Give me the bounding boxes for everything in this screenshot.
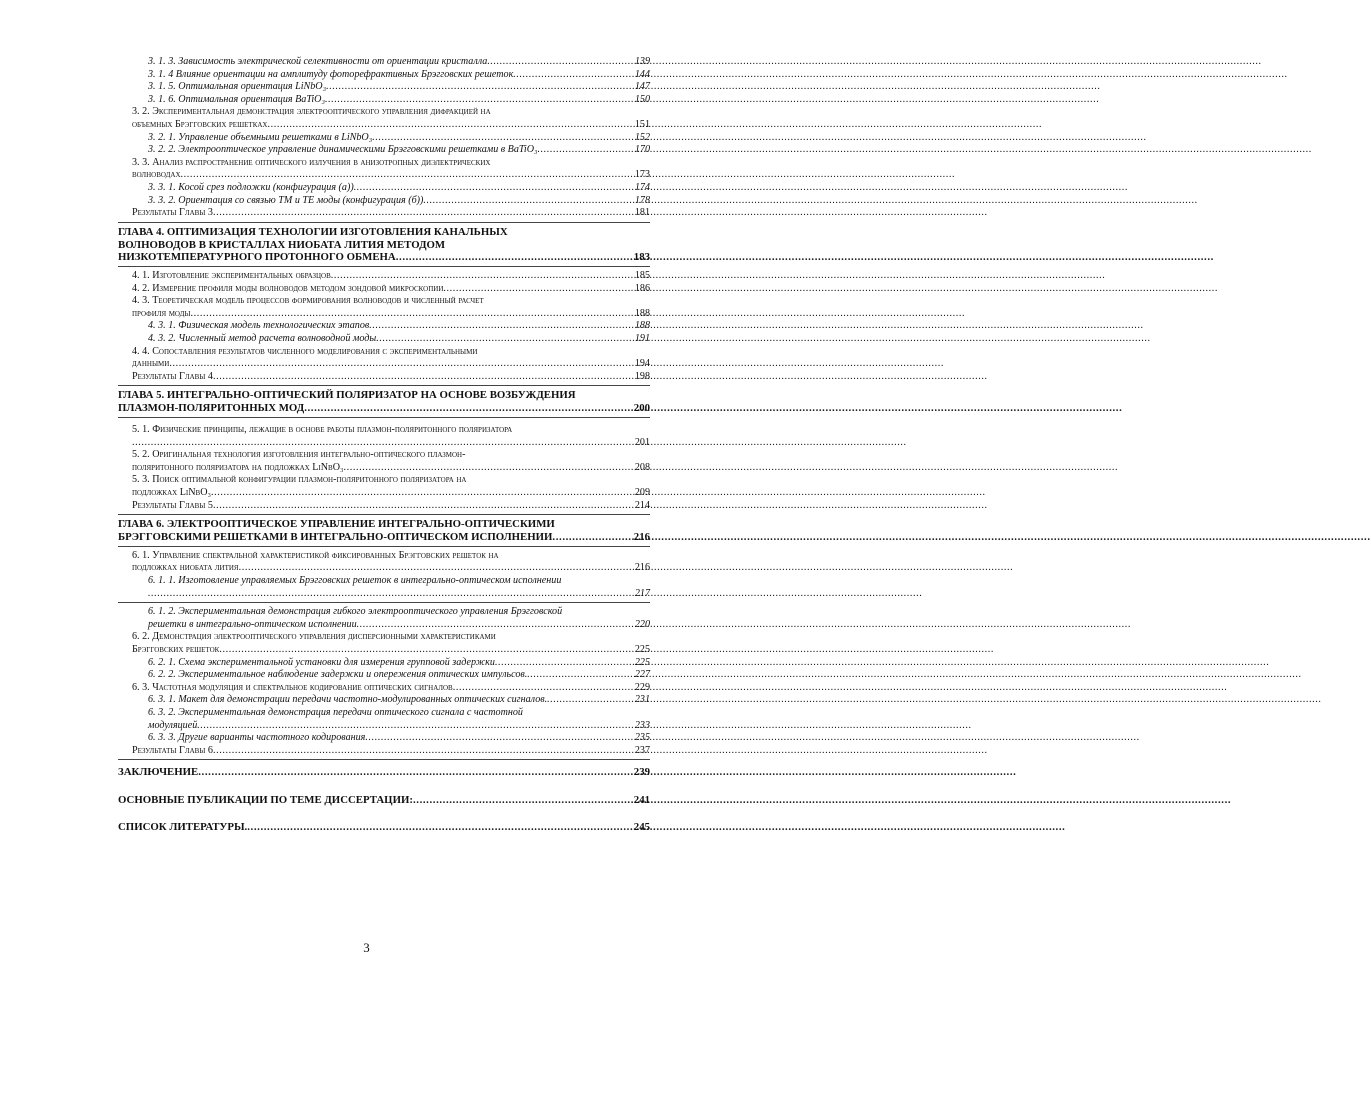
toc-entry-text: ЗАКЛЮЧЕНИЕ <box>118 766 199 779</box>
toc-entry <box>118 333 650 346</box>
toc-entry-text: решетки в интегрально-оптическом исполнении <box>148 618 357 630</box>
toc-page-number: 209 <box>634 487 650 499</box>
dot-leader <box>197 720 634 733</box>
toc-page-number: 214 <box>634 499 650 511</box>
toc-page-number: 152 <box>634 131 650 143</box>
toc-page-number: 174 <box>634 181 650 193</box>
toc-entry <box>118 694 650 707</box>
toc-entry <box>118 606 650 631</box>
table-of-contents <box>118 56 650 834</box>
dot-leader <box>198 766 633 779</box>
toc-entry-text: данными <box>132 358 170 370</box>
toc-entry <box>118 157 650 182</box>
dot-leader <box>213 745 634 758</box>
toc-entry <box>118 631 650 656</box>
toc-entry <box>118 389 650 415</box>
page-number: 3 <box>363 940 370 955</box>
toc-page-number: 170 <box>634 144 650 156</box>
dot-leader <box>376 333 634 346</box>
toc-entry-text: подложках ниобата лития <box>132 562 239 574</box>
toc-page-number: 194 <box>634 358 650 370</box>
toc-entry <box>118 707 650 732</box>
toc-entry <box>118 794 650 807</box>
toc-page-number: 188 <box>634 320 650 332</box>
dot-leader <box>547 694 634 707</box>
toc-page-number: 225 <box>634 643 650 655</box>
toc-entry-text: волноводах <box>132 169 181 181</box>
dot-leader <box>396 251 633 264</box>
toc-entry <box>118 283 650 296</box>
toc-entry-text: 6. 2. 2. Экспериментальное наблюдение задержки и опережения оптических импульсов. <box>148 669 528 681</box>
toc-entry <box>118 226 650 264</box>
toc-page-number: 216 <box>633 531 650 543</box>
dot-leader <box>527 669 634 682</box>
toc-page-number: 186 <box>634 282 650 294</box>
toc-entry-text: ВОЛНОВОДОВ В КРИСТАЛЛАХ НИОБАТА ЛИТИЯ МЕТОДОМ <box>118 238 446 251</box>
toc-entry-text: 6. 1. Управление спектральной характеристикой фиксированных Брэгговских решеток на <box>132 549 499 561</box>
toc-page-number: 147 <box>634 81 650 93</box>
toc-entry-text: 3. 3. 1. Косой срез подложки (конфигурация (а)) <box>148 181 354 193</box>
toc-page-number: 216 <box>634 562 650 574</box>
toc-entry-text: ОСНОВНЫЕ ПУБЛИКАЦИИ ПО ТЕМЕ ДИССЕРТАЦИИ: <box>118 793 413 806</box>
toc-entry-text: ГЛАВА 5. ИНТЕГРАЛЬНО-ОПТИЧЕСКИЙ ПОЛЯРИЗАТОР НА ОСНОВЕ ВОЗБУЖДЕНИЯ <box>118 389 576 402</box>
toc-entry-text: 5. 1. Физические принципы, лежащие в основе работы плазмон-поляритонного поляризатора <box>132 424 513 436</box>
toc-entry-text: 3. 1. 3. Зависимость электрической селективности от ориентации кристалла <box>148 56 488 67</box>
toc-entry <box>118 195 650 208</box>
toc-page-number: 208 <box>634 461 650 473</box>
toc-entry-text: 5. 2. Оригинальная технология изготовления интегрально-оптического плазмон- <box>132 449 466 461</box>
dot-leader <box>372 132 634 145</box>
toc-entry-text: 4. 3. Теоретическая модель процессов формирования волноводов и численный расчет <box>132 295 484 307</box>
toc-entry-text: 3. 1. 5. Оптимальная ориентация LiNbO₃ <box>148 81 327 93</box>
section-divider <box>118 222 650 223</box>
toc-entry-text: 3. 2. 2. Электрооптическое управление динамическими Брэгговскими решетками в BaTiO₃ <box>148 144 538 156</box>
dot-leader <box>239 562 634 575</box>
dot-leader <box>267 119 633 132</box>
toc-entry <box>118 132 650 145</box>
toc-page-number: 227 <box>634 669 650 681</box>
dot-leader <box>354 182 634 195</box>
dot-leader <box>552 531 632 544</box>
toc-page-number: 237 <box>634 744 650 756</box>
toc-entry-text: 3. 1. 4 Влияние ориентации на амплитуду фоторефрактивных Брэгговских решеток <box>148 68 514 80</box>
toc-page-number: 217 <box>634 587 650 599</box>
toc-page-number: 178 <box>634 194 650 206</box>
section-divider <box>118 602 650 603</box>
dot-leader <box>326 81 634 94</box>
toc-entry-text: Результаты Главы 3 <box>132 207 213 219</box>
dot-leader <box>247 821 633 834</box>
toc-page-number: 181 <box>634 207 650 219</box>
dot-leader <box>169 358 634 371</box>
toc-entry <box>118 182 650 195</box>
toc-page-number: 185 <box>634 270 650 282</box>
toc-entry-text: 6. 1. 1. Изготовление управляемых Брэгговских решеток в интегрально-оптическом исполнении <box>148 574 562 586</box>
toc-entry <box>118 424 650 449</box>
toc-entry-text: 6. 3. Частотная модуляция и спектральное кодирование оптических сигналов <box>132 681 453 693</box>
toc-entry-text: 6. 3. 1. Макет для демонстрации передачи частотно-модулированных оптических сигналов. <box>148 694 548 706</box>
toc-entry-text: профиля моды <box>132 307 191 319</box>
toc-entry-text: 3. 2. Экспериментальная демонстрация электрооптического управления дифракцией на <box>132 106 491 118</box>
toc-entry <box>118 94 650 107</box>
dot-leader <box>453 682 634 695</box>
toc-entry-text: 4. 3. 1. Физическая модель технологических этапов <box>148 320 370 332</box>
toc-entry <box>118 207 650 220</box>
dot-leader <box>369 320 634 333</box>
dot-leader <box>413 794 633 807</box>
toc-entry <box>118 682 650 695</box>
dot-leader <box>538 144 634 157</box>
toc-entry-text: Брэгговских решеток <box>132 643 220 655</box>
toc-page-number: 191 <box>634 333 650 345</box>
toc-page-number: 229 <box>634 681 650 693</box>
section-divider <box>118 385 650 386</box>
toc-entry-text: 3. 3. Анализ распространение оптического излучения в анизотропных диэлектрических <box>132 156 491 168</box>
dot-leader <box>423 195 633 208</box>
dot-leader <box>325 94 634 107</box>
toc-entry-text: 3. 2. 1. Управление объемными решетками в LiNbO₃ <box>148 131 373 143</box>
toc-entry-text: объемных Брэгговских решетках <box>132 118 268 130</box>
toc-page-number: 200 <box>633 402 650 415</box>
toc-page-number: 188 <box>634 307 650 319</box>
section-divider <box>118 514 650 515</box>
toc-entry <box>118 550 650 575</box>
toc-entry-text: 6. 1. 2. Экспериментальная демонстрация гибкого электрооптического управления Брэгговской <box>148 606 563 618</box>
toc-page-number: 225 <box>634 656 650 668</box>
toc-entry-text: 4. 2. Измерение профиля моды волноводов методом зондовой микроскопии <box>132 282 444 294</box>
dot-leader <box>495 657 634 670</box>
toc-page-number: 139 <box>634 56 650 67</box>
toc-entry-text: НИЗКОТЕМПЕРАТУРНОГО ПРОТОННОГО ОБМЕНА <box>118 251 396 264</box>
toc-entry-text: ГЛАВА 4. ОПТИМИЗАЦИЯ ТЕХНОЛОГИИ ИЗГОТОВЛЕНИЯ КАНАЛЬНЫХ <box>118 225 508 238</box>
dot-leader <box>219 644 634 657</box>
dot-leader <box>331 270 634 283</box>
toc-entry <box>118 500 650 513</box>
toc-entry-text: Результаты Главы 6 <box>132 744 213 756</box>
dot-leader <box>211 487 634 500</box>
toc-entry-text: подложках LiNbO₃ <box>132 487 212 499</box>
section-divider <box>118 759 650 760</box>
toc-entry-text: 5. 3. Поиск оптимальной конфигурации плазмон-поляритонного поляризатора на <box>132 474 467 486</box>
section-divider <box>118 417 650 418</box>
toc-entry-text: 4. 4. Сопоставления результатов численного моделирования с экспериментальными <box>132 345 478 357</box>
toc-page-number: 241 <box>633 793 650 806</box>
toc-entry <box>118 371 650 384</box>
toc-page-number: 198 <box>634 370 650 382</box>
toc-page-number: 144 <box>634 68 650 80</box>
toc-entry <box>118 270 650 283</box>
dot-leader <box>365 732 633 745</box>
dot-leader <box>213 207 634 220</box>
toc-entry <box>118 575 650 600</box>
toc-entry <box>118 449 650 474</box>
toc-entry <box>118 56 650 69</box>
toc-page-number: 151 <box>634 118 650 130</box>
dot-leader <box>487 56 634 69</box>
toc-page-number: 183 <box>633 251 650 264</box>
toc-entry-text: 3. 1. 6. Оптимальная ориентация BaTiO₃ <box>148 93 325 105</box>
toc-entry <box>118 106 650 131</box>
toc-entry-text: БРЭГГОВСКИМИ РЕШЕТКАМИ В ИНТЕГРАЛЬНО-ОПТИЧЕСКОМ ИСПОЛНЕНИИ <box>118 531 553 543</box>
toc-entry <box>118 669 650 682</box>
dot-leader <box>443 283 633 296</box>
toc-page-number: 231 <box>634 694 650 706</box>
dot-leader <box>513 69 634 82</box>
toc-entry <box>118 295 650 320</box>
toc-page-number: 173 <box>634 169 650 181</box>
toc-entry-text: 6. 2. 1. Схема экспериментальной установки для измерения групповой задержки <box>148 656 495 668</box>
toc-entry <box>118 474 650 499</box>
toc-entry <box>118 144 650 157</box>
toc-page-number: 150 <box>634 93 650 105</box>
toc-entry-text: модуляцией <box>148 719 198 731</box>
toc-entry <box>118 821 650 834</box>
toc-entry-text: 6. 3. 2. Экспериментальная демонстрация передачи оптического сигнала с частотной <box>148 706 523 718</box>
toc-page-number: 233 <box>634 719 650 731</box>
section-divider <box>118 546 650 547</box>
toc-entry-text: Результаты Главы 4 <box>132 370 213 382</box>
toc-entry <box>118 732 650 745</box>
toc-page-number: 201 <box>634 436 650 448</box>
dot-leader <box>191 308 634 321</box>
toc-page-number: 220 <box>634 618 650 630</box>
toc-page-number: 239 <box>633 766 650 779</box>
toc-page-number: 235 <box>634 732 650 744</box>
toc-entry-text: 4. 3. 2. Численный метод расчета волноводной моды <box>148 333 377 345</box>
toc-entry-text: 4. 1. Изготовление экспериментальных образцов <box>132 270 331 282</box>
toc-entry-text: 3. 3. 2. Ориентация со связью ТМ и ТЕ моды (конфигурация (б)) <box>148 194 424 206</box>
toc-entry-text: Результаты Главы 5 <box>132 499 213 511</box>
toc-entry-text: поляритонного поляризатора на подложках LiNbO₃ <box>132 461 344 473</box>
toc-entry <box>118 81 650 94</box>
toc-entry <box>118 766 650 779</box>
toc-entry-text: ГЛАВА 6. ЭЛЕКТРООПТИЧЕСКОЕ УПРАВЛЕНИЕ ИНТЕГРАЛЬНО-ОПТИЧЕСКИМИ <box>118 518 555 531</box>
dot-leader <box>181 169 634 182</box>
toc-entry-text: ПЛАЗМОН-ПОЛЯРИТОННЫХ МОД <box>118 402 305 415</box>
dot-leader <box>357 619 634 632</box>
toc-entry <box>118 346 650 371</box>
toc-entry <box>118 657 650 670</box>
toc-entry <box>118 518 650 544</box>
dot-leader <box>213 500 634 513</box>
toc-entry <box>118 320 650 333</box>
toc-page-number: 245 <box>633 821 650 834</box>
toc-entry-text: СПИСОК ЛИТЕРАТУРЫ. <box>118 821 248 834</box>
toc-entry-text: 6. 2. Демонстрация электрооптического управления дисперсионными характеристиками <box>132 631 496 643</box>
dot-leader <box>132 437 634 450</box>
dot-leader <box>344 462 634 475</box>
dot-leader <box>213 371 634 384</box>
dot-leader <box>148 588 634 601</box>
toc-entry <box>118 69 650 82</box>
toc-entry <box>118 745 650 758</box>
toc-entry-text: 6. 3. 3. Другие варианты частотного кодирования <box>148 732 366 744</box>
section-divider <box>118 266 650 267</box>
dot-leader <box>304 402 633 415</box>
